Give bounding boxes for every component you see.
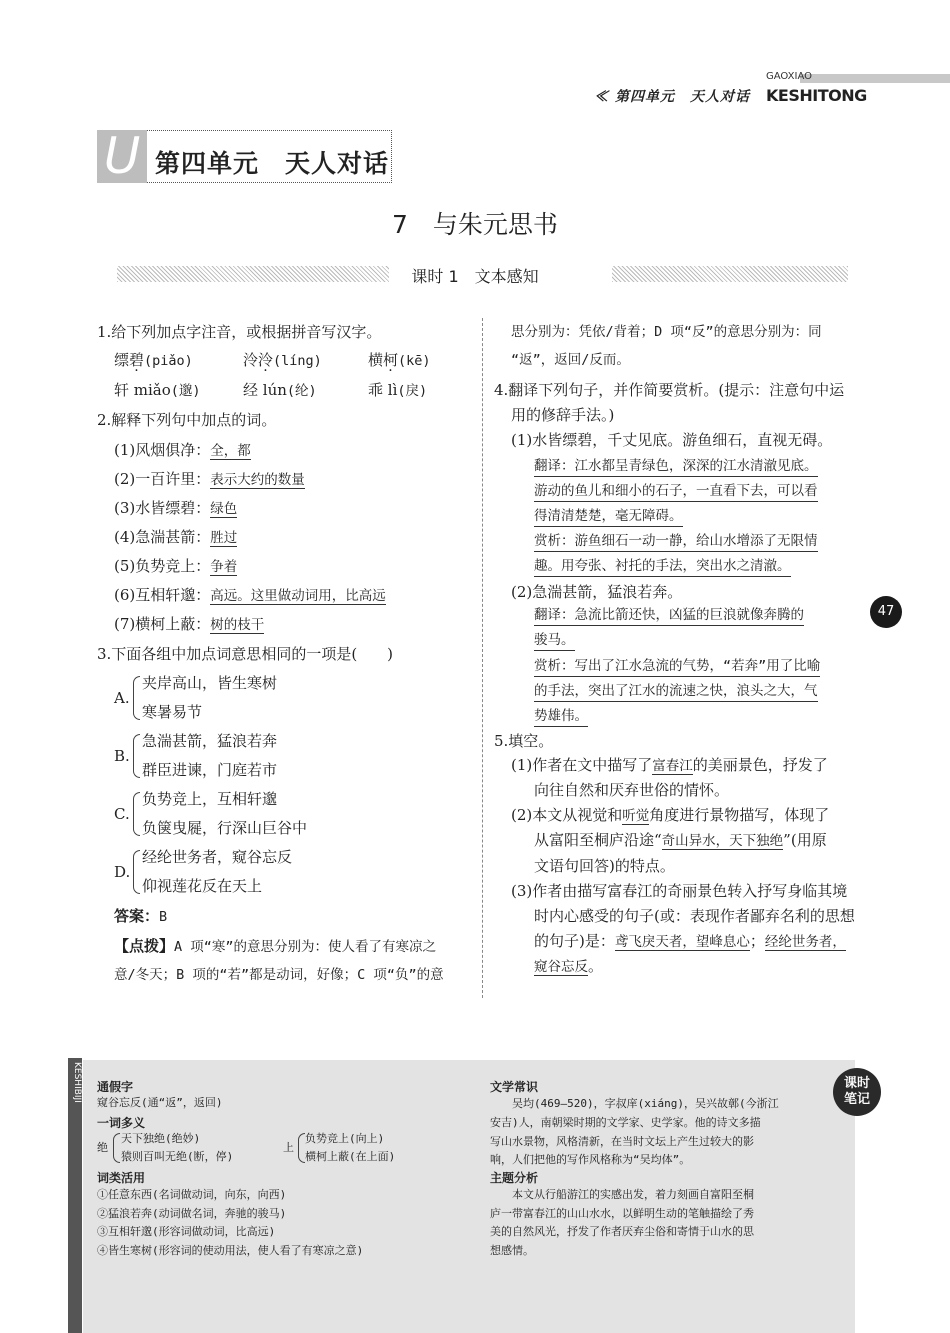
q4-stem: 4.翻译下列句子，并作简要赏析。(提示：注意句中运 xyxy=(494,381,845,399)
q5-item-cont: 窥谷忘反。 xyxy=(534,957,604,975)
q2-item: (2)一百许里：表示大约的数量 xyxy=(114,470,305,488)
q4-appreciation: 赏析：游鱼细石一动一静，给山水增添了无限情 xyxy=(534,531,818,552)
q5-item-cont: 向往自然和厌弃世俗的情怀。 xyxy=(534,781,730,799)
q5-item-cont: 从富阳至桐庐沿途“奇山异水，天下独绝”(用原 xyxy=(534,831,827,849)
notes-text: 猿则百叫无绝(断，停) xyxy=(121,1150,234,1163)
notes-text: ④皆生寒树(形容词的使动用法，使人看了有寒凉之意) xyxy=(97,1244,364,1257)
notes-heading: 一词多义 xyxy=(97,1116,146,1130)
notes-heading: 词类活用 xyxy=(97,1171,146,1185)
q5-item-cont: 文语句回答)的特点。 xyxy=(534,857,675,875)
q3-option-letter: C. xyxy=(114,805,130,823)
q4-translation: 翻译：江水都呈青绿色，深深的江水清澈见底。 xyxy=(534,456,818,477)
lesson-title: 7 与朱元思书 xyxy=(392,210,558,239)
q3-option-line: 急湍甚箭，猛浪若奔 xyxy=(142,732,278,750)
notes-text: 窥谷忘反(通“返”，返回) xyxy=(97,1096,223,1109)
q4-translation: 翻译：急流比箭还快，凶猛的巨浪就像奔腾的 xyxy=(534,605,804,626)
brand-logo: KESHITONG xyxy=(766,86,867,105)
notes-text: 本文从行船游江的实感出发，着力刻画自富阳至桐 xyxy=(490,1188,754,1201)
q3-option-line: 仰视莲花反在天上 xyxy=(142,877,263,895)
notes-text: 吴均(469—520)，字叔庠(xiáng)，吴兴故鄣(今浙江 xyxy=(490,1097,779,1110)
q4-appreciation: 趣。用夸张、衬托的手法，突出水之清澈。 xyxy=(534,556,791,577)
q3-option-letter: B. xyxy=(114,747,130,765)
q1-item: 经 lún(纶) xyxy=(243,381,317,399)
brace xyxy=(113,1133,120,1163)
notes-heading: 文学常识 xyxy=(490,1080,539,1094)
header-bar xyxy=(800,74,950,83)
q1-item: 乖 lì(戾) xyxy=(368,381,428,399)
q2-item: (7)横柯上蔽：树的枝干 xyxy=(114,615,265,633)
q1-item: 横柯(kē) xyxy=(368,351,431,369)
q3-option-line: 寒暑易节 xyxy=(142,703,203,721)
q1-item: 缥碧(piǎo) xyxy=(114,351,193,369)
q1-stem: 1.给下列加点字注音，或根据拼音写汉字。 xyxy=(97,323,382,341)
notes-text: 庐一带富春江的山山水水，以鲜明生动的笔触描绘了秀 xyxy=(490,1207,754,1220)
q3-option-line: 负势竞上，互相轩邈 xyxy=(142,790,278,808)
q5-stem: 5.填空。 xyxy=(494,732,554,750)
q2-item: (5)负势竞上：争着 xyxy=(114,557,238,575)
notes-text: 想感情。 xyxy=(490,1244,534,1257)
brace xyxy=(133,734,140,778)
q4-appreciation: 势雄伟。 xyxy=(534,706,588,727)
q3-option-line: 经纶世务者，窥谷忘反 xyxy=(142,848,293,866)
q2-stem: 2.解释下列句中加点的词。 xyxy=(97,411,277,429)
q5-item-cont: 时内心感受的句子(或：表现作者鄙弃名利的思想 xyxy=(534,907,855,925)
q3-option-line: 群臣进谏，门庭若市 xyxy=(142,761,278,779)
notes-text: ②猛浪若奔(动词做名词，奔驰的骏马) xyxy=(97,1207,287,1220)
q3-tip-line: 意/冬天；B 项的“若”都是动词，好像；C 项“负”的意 xyxy=(114,967,444,983)
notes-text: 写山水景物，风格清新，在当时文坛上产生过较大的影 xyxy=(490,1135,754,1148)
q4-sentence: (1)水皆缥碧，千丈见底。游鱼细石，直视无碍。 xyxy=(511,431,833,449)
q2-item: (3)水皆缥碧：绿色 xyxy=(114,499,238,517)
q4-sentence: (2)急湍甚箭，猛浪若奔。 xyxy=(511,583,683,601)
q4-appreciation: 赏析：写出了江水急流的气势，“若奔”用了比喻 xyxy=(534,656,820,677)
notes-text: 安吉)人，南朝梁时期的文学家、史学家。他的诗文多描 xyxy=(490,1116,761,1129)
section-header: ≪ 第四单元 天人对话 xyxy=(594,89,750,105)
q2-item: (1)风烟俱净：全，都 xyxy=(114,441,251,459)
brand-small: GAOXIAO xyxy=(766,71,812,82)
q5-item: (3)作者由描写富春江的奇丽景色转入抒写身临其境 xyxy=(511,882,848,900)
q3-stem: 3.下面各组中加点词意思相同的一项是( ) xyxy=(97,645,394,663)
unit-letter-icon: U xyxy=(97,130,147,183)
notes-side-text: KESHIBIJI xyxy=(72,1062,82,1103)
notes-badge: 课时 笔记 xyxy=(833,1068,881,1116)
q3-answer: 答案：B xyxy=(114,907,168,925)
notes-heading: 通假字 xyxy=(97,1080,134,1094)
q3-option-line: 夹岸高山，皆生寒树 xyxy=(142,674,278,692)
q3-tip-line: 思分别为：凭依/背着；D 项“反”的意思分别为：同 xyxy=(511,324,822,340)
notes-char: 绝 xyxy=(97,1141,108,1154)
q4-translation: 得清清楚楚，毫无障碍。 xyxy=(534,506,683,527)
q1-item: 泠泠(líng) xyxy=(243,351,322,369)
q5-item-cont: 的句子)是：鸢飞戾天者，望峰息心；经纶世务者， xyxy=(534,932,846,950)
q3-option-line: 负箧曳屣，行深山巨谷中 xyxy=(142,819,308,837)
q5-item: (1)作者在文中描写了富春江的美丽景色，抒发了 xyxy=(511,756,828,774)
brace xyxy=(298,1133,305,1163)
notes-heading: 主题分析 xyxy=(490,1171,539,1185)
q3-tip: 【点拨】A 项“寒”的意思分别为：使人看了有寒凉之 xyxy=(114,937,437,955)
notes-text: ③互相轩邈(形容词做动词，比高远) xyxy=(97,1225,276,1238)
notes-text: 负势竞上(向上) xyxy=(305,1132,385,1145)
notes-text: 天下独绝(绝妙) xyxy=(121,1132,201,1145)
column-divider xyxy=(482,318,483,998)
notes-char: 上 xyxy=(283,1141,294,1154)
notes-text: ①任意东西(名词做动词，向东，向西) xyxy=(97,1188,287,1201)
q2-item: (6)互相轩邈：高远。这里做动词用，比高远 xyxy=(114,586,386,604)
unit-title: 第四单元 天人对话 xyxy=(155,149,390,178)
notes-text: 美的自然风光，抒发了作者厌弃尘俗和寄情于山水的思 xyxy=(490,1225,754,1238)
brace xyxy=(133,676,140,720)
notes-text: 横柯上蔽(在上面) xyxy=(305,1150,396,1163)
q4-stem: 用的修辞手法。) xyxy=(511,406,615,424)
q3-option-letter: D. xyxy=(114,863,131,881)
q5-item: (2)本文从视觉和听觉角度进行景物描写，体现了 xyxy=(511,806,830,824)
notes-text: 响，人们把他的写作风格称为“吴均体”。 xyxy=(490,1153,691,1166)
q3-option-letter: A. xyxy=(114,689,130,707)
q1-item: 轩 miǎo(邈) xyxy=(114,381,201,399)
q2-item: (4)急湍甚箭：胜过 xyxy=(114,528,238,546)
brace xyxy=(133,850,140,894)
lesson-subtitle: 课时 1 文本感知 xyxy=(411,267,539,286)
q4-translation: 骏马。 xyxy=(534,630,575,651)
q4-appreciation: 的手法，突出了江水的流速之快，浪头之大，气 xyxy=(534,681,818,702)
brace xyxy=(133,792,140,836)
q4-translation: 游动的鱼儿和细小的石子，一直看下去，可以看 xyxy=(534,481,818,502)
page-number: 47 xyxy=(870,596,902,628)
q3-tip-line: “返”，返回/反而。 xyxy=(511,352,630,368)
